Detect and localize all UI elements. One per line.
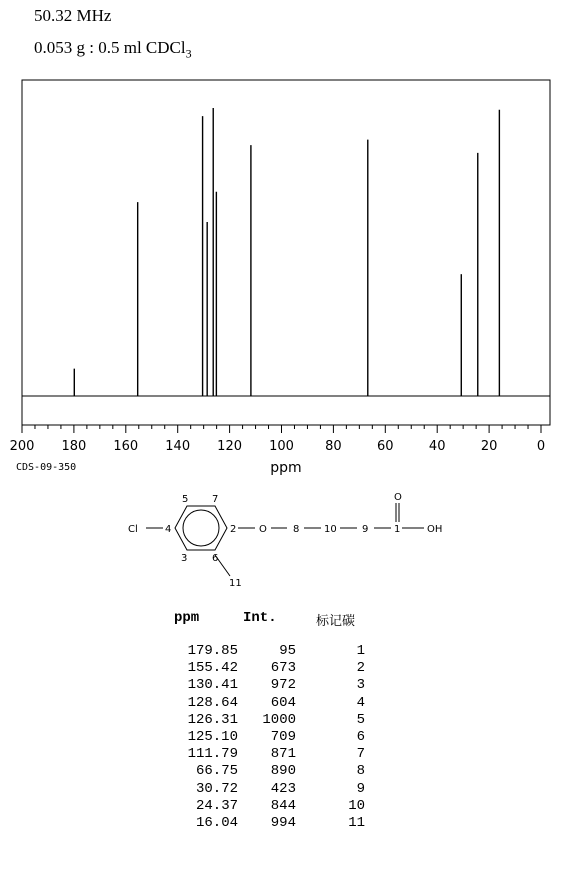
x-tick-label: 80 <box>325 439 342 454</box>
cell-intensity: 1000 <box>262 711 296 728</box>
table-row <box>160 643 365 660</box>
cell-ppm: 126.31 <box>187 711 238 728</box>
atom-5: 5 <box>182 494 189 505</box>
cell-intensity: 871 <box>270 746 296 763</box>
peak-table-body <box>160 643 365 832</box>
x-tick-label: 180 <box>61 439 87 454</box>
x-tick-label: 40 <box>428 439 446 454</box>
atom-11: 11 <box>229 578 242 589</box>
cell-ppm: 30.72 <box>195 780 238 797</box>
cell-intensity: 972 <box>270 677 296 694</box>
atom-1: 1 <box>394 524 401 535</box>
atom-oh: OH <box>427 524 443 535</box>
cell-carbon: 1 <box>356 643 365 659</box>
x-tick-label: 100 <box>269 439 294 454</box>
cell-carbon: 11 <box>348 815 365 832</box>
cell-intensity: 95 <box>279 643 296 659</box>
x-tick-label: 160 <box>113 439 139 454</box>
cell-ppm: 111.79 <box>187 746 238 763</box>
cell-carbon: 7 <box>356 746 365 763</box>
cell-ppm: 24.37 <box>195 797 238 814</box>
table-row <box>160 660 365 677</box>
cell-ppm: 16.04 <box>195 815 238 832</box>
cell-intensity: 673 <box>270 660 296 677</box>
cell-ppm: 128.64 <box>187 694 238 711</box>
x-tick-label: 20 <box>480 439 498 454</box>
cell-carbon: 4 <box>356 694 365 711</box>
atom-3: 3 <box>181 553 188 564</box>
benzene-ring <box>175 506 227 550</box>
x-tick-label: 0 <box>536 439 546 454</box>
table-row <box>160 798 365 815</box>
cell-ppm: 179.85 <box>187 643 238 659</box>
sample-subscript: 3 <box>185 46 192 61</box>
cell-intensity: 709 <box>270 729 296 746</box>
cell-intensity: 844 <box>270 797 296 814</box>
peak-table <box>160 643 365 832</box>
cell-carbon: 3 <box>356 677 365 694</box>
table-row <box>160 677 365 694</box>
atom-6: 6 <box>212 553 219 564</box>
cell-carbon: 6 <box>356 729 365 746</box>
table-row <box>160 746 365 763</box>
cell-intensity: 994 <box>270 815 296 832</box>
table-row <box>160 781 365 798</box>
cell-intensity: 604 <box>270 694 296 711</box>
column-header-carbon: 标记碳 <box>316 614 356 629</box>
cell-carbon: 2 <box>356 660 365 677</box>
cell-carbon: 8 <box>356 763 365 780</box>
atom-cl: Cl <box>128 524 138 535</box>
atom-9: 9 <box>362 524 369 535</box>
table-row <box>160 763 365 780</box>
table-row <box>160 815 365 832</box>
database-id: CDS-09-350 <box>16 462 77 473</box>
x-tick-label: 120 <box>217 439 243 454</box>
cell-carbon: 10 <box>348 797 365 814</box>
atom-4: 4 <box>165 524 172 535</box>
column-header-ppm: ppm <box>174 610 200 626</box>
table-row <box>160 729 365 746</box>
atom-labels <box>128 492 442 589</box>
cell-carbon: 5 <box>356 711 365 728</box>
table-row <box>160 695 365 712</box>
column-header-intensity: Int. <box>243 610 277 626</box>
cell-ppm: 125.10 <box>187 729 238 746</box>
atom-10: 10 <box>324 524 337 535</box>
atom-o-carbonyl: O <box>394 492 402 503</box>
sample-concentration-text: 0.053 g : 0.5 ml CDCl <box>34 38 186 57</box>
cell-carbon: 9 <box>356 780 365 797</box>
atom-2: 2 <box>230 524 237 535</box>
x-tick-label: 140 <box>165 439 191 454</box>
cell-intensity: 423 <box>270 780 296 797</box>
atom-o-ether: O <box>259 524 267 535</box>
cell-ppm: 130.41 <box>187 677 238 694</box>
atom-7: 7 <box>212 494 219 505</box>
x-tick-label: 60 <box>377 439 394 454</box>
spectrometer-frequency: 50.32 MHz <box>34 6 112 25</box>
cell-ppm: 155.42 <box>187 660 238 677</box>
cell-intensity: 890 <box>270 763 296 780</box>
atom-8: 8 <box>293 524 300 535</box>
x-tick-label: 200 <box>9 439 35 454</box>
cell-ppm: 66.75 <box>195 763 238 780</box>
table-row <box>160 712 365 729</box>
x-axis-label: ppm <box>270 460 302 476</box>
